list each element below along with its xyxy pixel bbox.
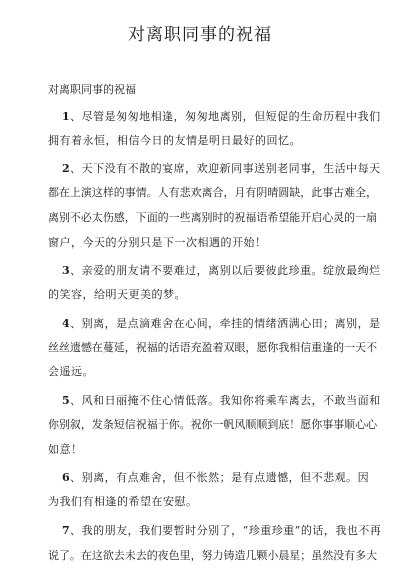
paragraph-4-line-2: 丝丝遗憾在蔓延，祝福的话语充盈着双眼，愿你我相信重逢的一天不 [48, 341, 378, 354]
paragraph-2-line-4: 窗户，今天的分别只是下一次相遇的开始！ [48, 236, 267, 249]
paragraph-number: 6 [62, 471, 71, 484]
paragraph-2-line-1 [62, 161, 381, 177]
document-title: 对离职同事的祝福 [128, 25, 272, 45]
paragraph-3-line-1 [62, 263, 381, 279]
paragraph-3-line-2: 的笑容，给明天更美的梦。 [48, 288, 186, 301]
paragraph-1-line-1 [62, 109, 381, 125]
paragraph-6-line-1 [62, 470, 369, 486]
paragraph-7-line-1 [62, 523, 381, 539]
paragraph-2-line-2: 都在上演这样的事情。人有悲欢离合，月有阴晴圆缺，此事古难全， [48, 186, 378, 199]
paragraph-number: 5 [62, 394, 71, 407]
paragraph-5-line-3: 如意！ [48, 443, 83, 456]
paragraph-number: 4 [62, 317, 71, 330]
paragraph-5-line-2: 你别叙，发条短信祝福于你。祝你一帆风顺顺到底！愿你事事顺心心 [48, 418, 378, 431]
paragraph-text: 、亲爱的朋友请不要难过，离别以后要彼此珍重。绽放最绚烂 [70, 264, 381, 277]
paragraph-text: 、别离，有点难舍，但不怅然；是有点遗憾，但不悲观。因 [70, 471, 370, 484]
document-subtitle: 对离职同事的祝福 [48, 83, 136, 96]
paragraph-number: 3 [62, 264, 71, 277]
paragraph-number: 1 [62, 110, 71, 123]
paragraph-text: 、风和日丽掩不住心情低落。我知你将乘车离去，不敢当面和 [70, 394, 381, 407]
paragraph-text: 、天下没有不散的宴席，欢迎新同事送别老同事，生活中每天 [70, 162, 381, 175]
paragraph-number: 2 [62, 162, 71, 175]
paragraph-text: 、我的朋友，我们要暂时分别了，“珍重珍重”的话，我也不再 [70, 524, 382, 537]
paragraph-6-line-2: 为我们有相逢的希望在安慰。 [48, 495, 198, 508]
paragraph-4-line-1 [62, 316, 381, 332]
paragraph-2-line-3: 离别不必太伤感，下面的一些离别时的祝福语希望能开启心灵的一扇 [48, 211, 378, 224]
paragraph-5-line-1 [62, 393, 381, 409]
paragraph-number: 7 [62, 524, 71, 537]
paragraph-7-line-2: 说了。在这欲去未去的夜色里，努力铸造几颗小晨星；虽然没有多大 [48, 549, 378, 562]
paragraph-4-line-3: 会遥远。 [48, 365, 94, 378]
paragraph-text: 、尽管是匆匆地相逢，匆匆地离别，但短促的生命历程中我们 [70, 110, 381, 123]
paragraph-text: 、别离，是点滴难舍在心间，牵挂的情绪洒满心田；离别，是 [70, 317, 381, 330]
paragraph-1-line-2: 拥有着永恒，相信今日的友情是明日最好的回忆。 [48, 134, 301, 147]
